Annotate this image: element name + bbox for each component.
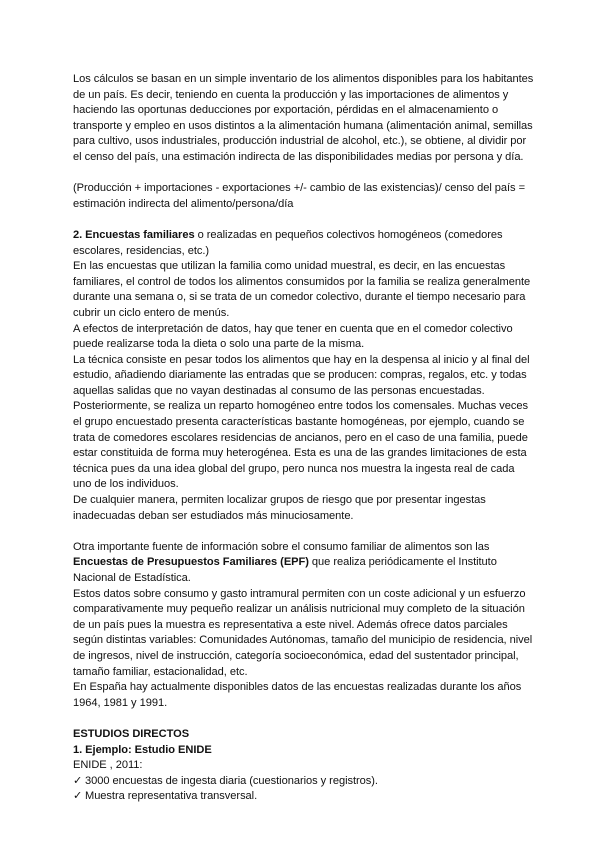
document-page bbox=[73, 72, 535, 805]
epf-bold-title: Encuestas de Presupuestos Familiares (EPF) bbox=[73, 556, 309, 569]
epf-paragraph-2: Estos datos sobre consumo y gasto intramural permiten con un coste adicional y un esfuerzo comparativamente muy pequeño realizar un análisis nutricional muy completo de la situación de un país pues la muestra es representativa a este nivel. Además ofrece datos parciales según distintas variables: Comunidades Autónomas, tamaño del municipio de residencia, nivel de ingresos, nivel de instrucción, categoría socioeconómica, edad del sustentador principal, tamaño familiar, estacionalidad, etc. bbox=[73, 587, 533, 678]
check-icon: ✓ bbox=[73, 774, 83, 787]
formula-paragraph: (Producción + importaciones - exportaciones +/- cambio de las existencias)/ censo del país = estimación indirecta del alimento/persona/día bbox=[73, 182, 526, 210]
check-item-text: 3000 encuestas de ingesta diaria (cuestionarios y registros). bbox=[85, 774, 378, 787]
enide-year-line: ENIDE , 2011: bbox=[73, 759, 143, 772]
section-2-heading-rest: o realizadas en pequeños colectivos homogéneos (comedores escolares, residencias, etc.) bbox=[73, 228, 503, 257]
epf-lead: Otra importante fuente de información sobre el consumo familiar de alimentos son las bbox=[73, 540, 490, 553]
section-2-paragraph-4: De cualquier manera, permiten localizar grupos de riesgo que por presentar ingestas inadecuadas deban ser estudiados más minuciosamente. bbox=[73, 494, 486, 522]
intro-paragraph: Los cálculos se basan en un simple inventario de los alimentos disponibles para los habitantes de un país. Es decir, teniendo en cuenta la producción y las importaciones de alimentos y haciendo las oportunas deducciones por exportación, pérdidas en el almacenamiento o transporte y empleo en usos distintos a la alimentación humana (alimentación animal, semillas para cultivo, usos industriales, producción industrial de alcohol, etc.), se obtiene, al dividir por el censo del país, una estimación indirecta de las disponibilidades medias por persona y día. bbox=[73, 73, 534, 163]
enide-subheading: 1. Ejemplo: Estudio ENIDE bbox=[73, 743, 212, 756]
spacer bbox=[73, 166, 535, 182]
section-2-paragraph-2: A efectos de interpretación de datos, hay que tener en cuenta que en el comedor colectivo puede realizarse toda la dieta o solo una parte de la misma. bbox=[73, 322, 513, 351]
spacer bbox=[73, 711, 535, 727]
check-item bbox=[73, 774, 535, 790]
check-item bbox=[73, 789, 535, 805]
check-icon: ✓ bbox=[73, 790, 83, 803]
epf-tail: que realiza periódicamente el Instituto Nacional de Estadística. bbox=[73, 556, 497, 584]
section-2-paragraph-1: En las encuestas que utilizan la familia como unidad muestral, es decir, en las encuestas familiares, el control de todos los alimentos consumidos por la familia se realiza generalmente durante una semana o, si se trata de un comedor colectivo, durante el tiempo necesario para cubrir un ciclo entero de menús. bbox=[73, 260, 531, 319]
spacer bbox=[73, 212, 535, 228]
section-2-heading: 2. Encuestas familiares bbox=[73, 228, 195, 241]
section-2-paragraph-3: La técnica consiste en pesar todos los alimentos que hay en la despensa al inicio y al final del estudio, añadiendo diariamente las entradas que se producen: compras, regalos, etc. y todas aquellas salidas que no vayan destinadas al consumo de las personas encuestadas. Posteriormente, se realiza un reparto homogéneo entre todos los comensales. Muchas veces el grupo encuestado presenta características bastante homogéneas, por ejemplo, cuando se trata de comedores escolares residencias de ancianos, pero en el caso de una familia, puede estar constituida de forma muy heterogénea. Esta es una de las grandes limitaciones de esta técnica pues da una idea global del grupo, pero nunca nos muestra la ingesta real de cada uno de los individuos. bbox=[73, 353, 530, 491]
section-2-heading-paragraph bbox=[73, 228, 535, 259]
epf-paragraph-3: En España hay actualmente disponibles datos de las encuestas realizadas durante los años 1964, 1981 y 1991. bbox=[73, 681, 522, 709]
epf-paragraph-1 bbox=[73, 540, 535, 587]
spacer bbox=[73, 524, 535, 540]
direct-studies-heading: ESTUDIOS DIRECTOS bbox=[73, 727, 190, 740]
check-item-text: Muestra representativa transversal. bbox=[85, 790, 258, 803]
